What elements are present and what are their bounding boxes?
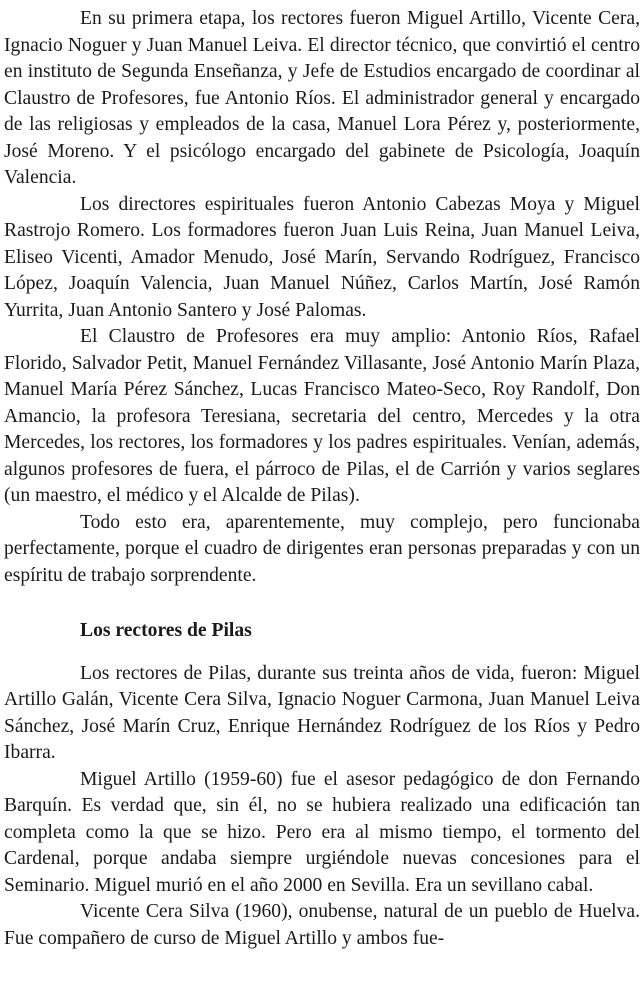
paragraph-organization-summary: Todo esto era, aparentemente, muy complejo, pero funcionaba perfectamente, porque el cuadro de dirigentes eran personas preparadas y con un espíritu de trabajo sorprendente. [4, 511, 640, 586]
paragraph-first-stage-rectors: En su primera etapa, los rectores fueron Miguel Artillo, Vicente Cera, Ignacio Noguer y Juan Manuel Leiva. El director técnico, que convirtió el centro en instituto de Segunda Enseñanza, y Jefe de Estudios encargado de coordinar al Claustro de Profesores, fue Antonio Ríos. El administrador general y encargado de las religiosas y empleados de la casa, Manuel Lora Pérez y, posteriormente, José Moreno. Y el psicólogo encargado del gabinete de Psicología, Joaquín Valencia. [4, 8, 640, 188]
paragraph-miguel-artillo: Miguel Artillo (1959-60) fue el asesor pedagógico de don Fernando Barquín. Es verdad que, sin él, no se hubiera realizado una edificación tan completa como la que se hizo. Pero era al mismo tiempo, el tormento del Cardenal, porque andaba siempre urgiéndole nuevas concesiones para el Seminario. Miguel murió en el año 2000 en Sevilla. Era un sevillano cabal. [4, 768, 640, 896]
section-two [4, 661, 640, 953]
book-page [4, 6, 640, 952]
paragraph-vicente-cera: Vicente Cera Silva (1960), onubense, natural de un pueblo de Huelva. Fue compañero de curso de Miguel Artillo y ambos fue- [4, 901, 640, 949]
paragraph-list-of-rectors: Los rectores de Pilas, durante sus treinta años de vida, fueron: Miguel Artillo Galán, Vicente Cera Silva, Ignacio Noguer Carmona, Juan Manuel Leiva Sánchez, José Marín Cruz, Enrique Hernández Rodríguez de los Ríos y Pedro Ibarra. [4, 662, 640, 763]
paragraph-teaching-staff: El Claustro de Profesores era muy amplio: Antonio Ríos, Rafael Florido, Salvador Petit, Manuel Fernández Villasante, José Antonio Marín Plaza, Manuel María Pérez Sánchez, Lucas Francisco Mateo-Seco, Roy Randolf, Don Amancio, la profesora Teresiana, secretaria del centro, Mercedes y la otra Mercedes, los rectores, los formadores y los padres espirituales. Venían, además, algunos profesores de fuera, el párroco de Pilas, el de Carrión y varios seglares (un maestro, el médico y el Alcalde de Pilas). [4, 326, 640, 506]
section-heading: Los rectores de Pilas [80, 620, 252, 641]
paragraph-spiritual-directors: Los directores espirituales fueron Antonio Cabezas Moya y Miguel Rastrojo Romero. Los formadores fueron Juan Luis Reina, Juan Manuel Leiva, Eliseo Vicenti, Amador Menudo, José Marín, Servando Rodríguez, Francisco López, Joaquín Valencia, Juan Manuel Núñez, Carlos Martín, José Ramón Yurrita, Juan Antonio Santero y José Palomas. [4, 193, 640, 321]
section-one [4, 6, 640, 589]
